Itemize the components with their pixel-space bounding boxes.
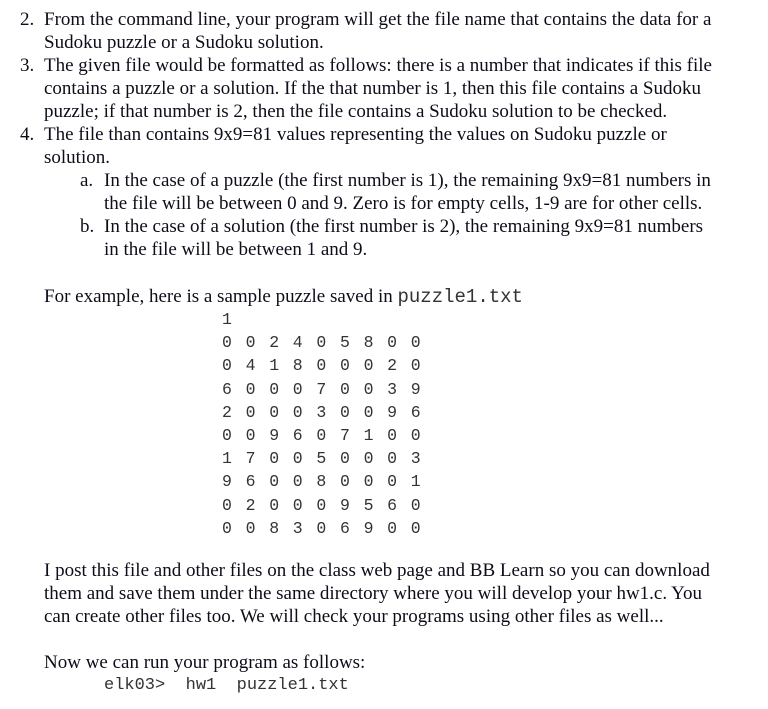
puzzle-cell: 0: [410, 518, 421, 538]
puzzle-cell: 7: [339, 426, 351, 446]
sub-text-line: the file will be between 0 and 9. Zero is for empty cells, 1-9 are for other cells.: [104, 193, 703, 214]
sub-text-line: In the case of a solution (the first number is 2), the remaining 9x9=81 numbers: [104, 216, 704, 237]
puzzle-cell: 6: [410, 402, 421, 422]
list-text-line: From the command line, your program will get the file name that contains the data for a: [44, 9, 712, 30]
puzzle-cell: 6: [222, 379, 233, 399]
puzzle-cell: 3: [292, 518, 303, 538]
puzzle-cell: 7: [316, 379, 327, 399]
puzzle-cell: 0: [387, 472, 398, 492]
puzzle-cell: 0: [292, 402, 303, 422]
puzzle-cell: 0: [339, 402, 351, 422]
paragraph-line: I post this file and other files on the class web page and BB Learn so you can download: [44, 560, 710, 581]
paragraph-line: can create other files too. We will check your programs using other files as well...: [44, 606, 664, 627]
puzzle-cell: 0: [222, 495, 233, 515]
list-marker: 3.: [20, 55, 35, 76]
sub-marker: b.: [80, 216, 95, 237]
puzzle-cell: 0: [339, 356, 351, 376]
puzzle-type-number: [222, 308, 434, 331]
puzzle-cell: 0: [316, 426, 327, 446]
puzzle-cell: 0: [410, 333, 421, 353]
puzzle-cell: 0: [292, 379, 303, 399]
puzzle-cell: 3: [410, 449, 421, 469]
puzzle-cell: 0: [269, 472, 280, 492]
puzzle-cell: 0: [363, 402, 374, 422]
puzzle-cell: 3: [316, 402, 327, 422]
puzzle-cell: 0: [363, 356, 374, 376]
puzzle-cell: 6: [292, 426, 303, 446]
puzzle-cell: 5: [363, 495, 374, 515]
puzzle-cell: 0: [387, 333, 398, 353]
puzzle-cell: 3: [387, 379, 398, 399]
puzzle-row: [222, 517, 434, 540]
puzzle-cell: 8: [269, 518, 280, 538]
puzzle-cell: 2: [245, 495, 256, 515]
puzzle-cell: 0: [245, 402, 256, 422]
puzzle-cell: 0: [222, 426, 233, 446]
puzzle-cell: 0: [339, 379, 351, 399]
puzzle-cell: 0: [316, 333, 327, 353]
paragraph-line: them and save them under the same directory where you will develop your hw1.c. You: [44, 583, 702, 604]
puzzle-cell: 9: [410, 379, 421, 399]
puzzle-cell: 0: [316, 518, 327, 538]
list-text-line: puzzle; if that number is 2, then the file contains a Sudoku solution to be checked.: [44, 101, 668, 122]
list-item-4: [20, 123, 667, 169]
puzzle-cell: 0: [292, 472, 303, 492]
puzzle-cell: 6: [339, 518, 351, 538]
puzzle-cell: 0: [269, 379, 280, 399]
puzzle-cell: 0: [339, 472, 351, 492]
puzzle-cell: 0: [292, 495, 303, 515]
list-text-line: contains a puzzle or a solution. If the that number is 1, then this file contains a Sudoku: [44, 78, 701, 99]
puzzle-row: [222, 494, 434, 517]
puzzle-cell: 9: [363, 518, 374, 538]
puzzle-cell: 0: [410, 426, 421, 446]
puzzle-cell: 0: [245, 426, 256, 446]
list-item-3: [20, 54, 712, 123]
run-intro: Now we can run your program as follows:: [44, 652, 366, 673]
post-paragraph: [44, 559, 710, 628]
puzzle-row: [222, 447, 434, 470]
example-filename: puzzle1.txt: [397, 286, 523, 308]
puzzle-cell: 0: [339, 449, 351, 469]
list-item-2: [20, 8, 711, 54]
list-text-line: The file than contains 9x9=81 values representing the values on Sudoku puzzle or: [44, 124, 667, 145]
puzzle-cell: 0: [387, 518, 398, 538]
puzzle-cell: 0: [387, 426, 398, 446]
puzzle-row: [222, 470, 434, 493]
puzzle-cell: 6: [245, 472, 256, 492]
list-marker: 2.: [20, 9, 35, 30]
puzzle-cell: 5: [316, 449, 327, 469]
sub-item-b: [80, 215, 703, 261]
puzzle-row: [222, 331, 434, 354]
list-text-line: The given file would be formatted as follows: there is a number that indicates if this file: [44, 55, 712, 76]
puzzle-cell: 0: [316, 495, 327, 515]
sub-text-line: In the case of a puzzle (the first number is 1), the remaining 9x9=81 numbers in: [104, 170, 711, 191]
puzzle-cell: 2: [222, 402, 233, 422]
puzzle-cell: 1: [363, 426, 374, 446]
puzzle-row: [222, 424, 434, 447]
puzzle-cell: 9: [222, 472, 233, 492]
puzzle-cell: 0: [222, 356, 233, 376]
puzzle-cell: 0: [269, 449, 280, 469]
puzzle-cell: 0: [363, 472, 374, 492]
puzzle-cell: 0: [269, 495, 280, 515]
puzzle-cell: 0: [316, 356, 327, 376]
puzzle-cell: 6: [387, 495, 398, 515]
run-section: [44, 651, 365, 697]
example-intro: [44, 285, 523, 309]
puzzle-cell: 1: [410, 472, 421, 492]
puzzle-cell: 9: [387, 402, 398, 422]
puzzle-cell: 0: [410, 356, 421, 376]
puzzle-cell: 0: [245, 518, 256, 538]
sample-puzzle: [222, 308, 434, 540]
puzzle-cell: 8: [316, 472, 327, 492]
puzzle-cell: 2: [387, 356, 398, 376]
puzzle-cell: 9: [339, 495, 351, 515]
puzzle-cell: 8: [292, 356, 303, 376]
puzzle-cell: 0: [222, 518, 233, 538]
puzzle-cell: 5: [339, 333, 351, 353]
puzzle-cell: 0: [245, 379, 256, 399]
puzzle-cell: 0: [245, 333, 256, 353]
list-text-line: solution.: [44, 147, 110, 168]
puzzle-cell: 0: [363, 379, 374, 399]
puzzle-cell: 0: [292, 449, 303, 469]
puzzle-cell: 0: [410, 495, 421, 515]
sub-item-a: [80, 169, 711, 215]
sub-text-line: in the file will be between 1 and 9.: [104, 239, 368, 260]
puzzle-rows: [222, 331, 434, 540]
puzzle-cell: 8: [363, 333, 374, 353]
list-marker: 4.: [20, 124, 35, 145]
run-command: elk03> hw1 puzzle1.txt: [104, 676, 349, 695]
puzzle-cell: 0: [269, 402, 280, 422]
list-text-line: Sudoku puzzle or a Sudoku solution.: [44, 32, 324, 53]
puzzle-row: [222, 378, 434, 401]
puzzle-row: [222, 401, 434, 424]
puzzle-cell: 2: [269, 333, 280, 353]
puzzle-cell: 0: [222, 333, 233, 353]
puzzle-cell: 9: [269, 426, 280, 446]
puzzle-cell: 1: [269, 356, 280, 376]
sub-marker: a.: [80, 170, 94, 191]
puzzle-cell: 1: [222, 449, 233, 469]
puzzle-cell: 0: [387, 449, 398, 469]
puzzle-type-value: 1: [222, 310, 233, 329]
puzzle-cell: 4: [292, 333, 303, 353]
puzzle-cell: 4: [245, 356, 256, 376]
example-intro-text: For example, here is a sample puzzle saved in: [44, 286, 398, 307]
puzzle-cell: 0: [363, 449, 374, 469]
puzzle-cell: 7: [245, 449, 256, 469]
puzzle-row: [222, 354, 434, 377]
